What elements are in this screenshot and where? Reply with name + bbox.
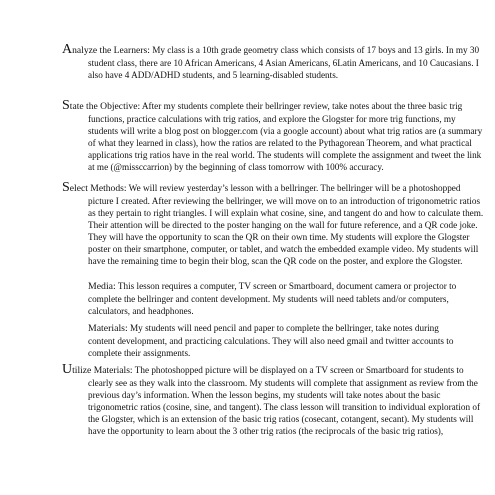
state-initial: S	[62, 98, 70, 113]
analyze-initial: A	[62, 42, 73, 57]
materials-body: My students will need pencil and paper to complete the bellringer, take notes during content development, and practicing calculations. They will also need gmail and twitter accounts to complete their assignments.	[88, 323, 454, 358]
select-heading: elect Methods:	[69, 183, 127, 194]
state-body: After my students complete their bellringer review, take notes about the three basic trig functions, practice calculations with trig ratios, and explore the Glogster for more trig functions, my students will write a blog post on blogger.com (via a google account) about what trig ratios are (a summary of what they learned in class), how the ratios are related to the Pythagorean Theorem, and what practical applications trig ratios have in the real world. The students will complete the assignment and tweet the link at me (@missccarrion) by the beginning of class tomorrow with 100% accuracy.	[88, 101, 483, 172]
select-methods-paragraph	[62, 182, 488, 267]
state-objective-paragraph	[62, 100, 488, 173]
utilize-body: The photoshopped picture will be displayed on a TV screen or Smartboard for students to clearly see as they walk into the classroom. My students will complete that assignment as review from the previous day’s information. When the lesson begins, my students will take notes about the basic trigonometric ratios (cosine, sine, and tangent). The class lesson will transition to individual exploration of the Glogster, which is an extension of the basic trig ratios (cosecant, cotangent, secant). My students will have the opportunity to learn about the 3 other trig ratios (the reciprocals of the basic trig ratios),	[88, 365, 481, 436]
utilize-initial: U	[62, 362, 73, 377]
select-body: We will review yesterday’s lesson with a bellringer. The bellringer will be a photoshopped picture I created. After reviewing the bellringer, we will move on to an introduction of trigonometric ratios as they pertain to right triangles. I will explain what cosine, sine, and tangent do and how to calculate them. Their attention will be directed to the poster hanging on the wall for future reference, and a QR code joke. They will have the opportunity to scan the QR on their own time. My students will explore the Glogster poster on their smartphone, computer, or tablet, and watch the embedded example video. My students will have the remaining time to begin their blog, scan the QR code on the poster, and explore the Glogster.	[88, 183, 484, 266]
media-paragraph	[88, 280, 462, 317]
analyze-learners-paragraph	[62, 44, 488, 81]
state-heading: tate the Objective:	[69, 101, 141, 112]
utilize-heading: tilize Materials:	[72, 365, 133, 376]
analyze-body: My class is a 10th grade geometry class which consists of 17 boys and 13 girls. In my 30 student class, there are 10 African Americans, 4 Asian Americans, 6Latin Americans, and 10 Caucasians. I also have 4 ADD/ADHD students, and 5 learning-disabled students.	[88, 45, 480, 80]
analyze-heading: nalyze the Learners:	[72, 45, 150, 56]
utilize-materials-paragraph	[62, 364, 488, 437]
materials-paragraph	[88, 322, 462, 359]
media-body: This lesson requires a computer, TV screen or Smartboard, document camera or projector to complete the bellringer and content development. My students will need tablets and/or computers, calculators, and headphones.	[88, 281, 457, 316]
select-initial: S	[62, 180, 70, 195]
media-heading: Media:	[88, 281, 116, 292]
materials-heading: Materials:	[88, 323, 128, 334]
